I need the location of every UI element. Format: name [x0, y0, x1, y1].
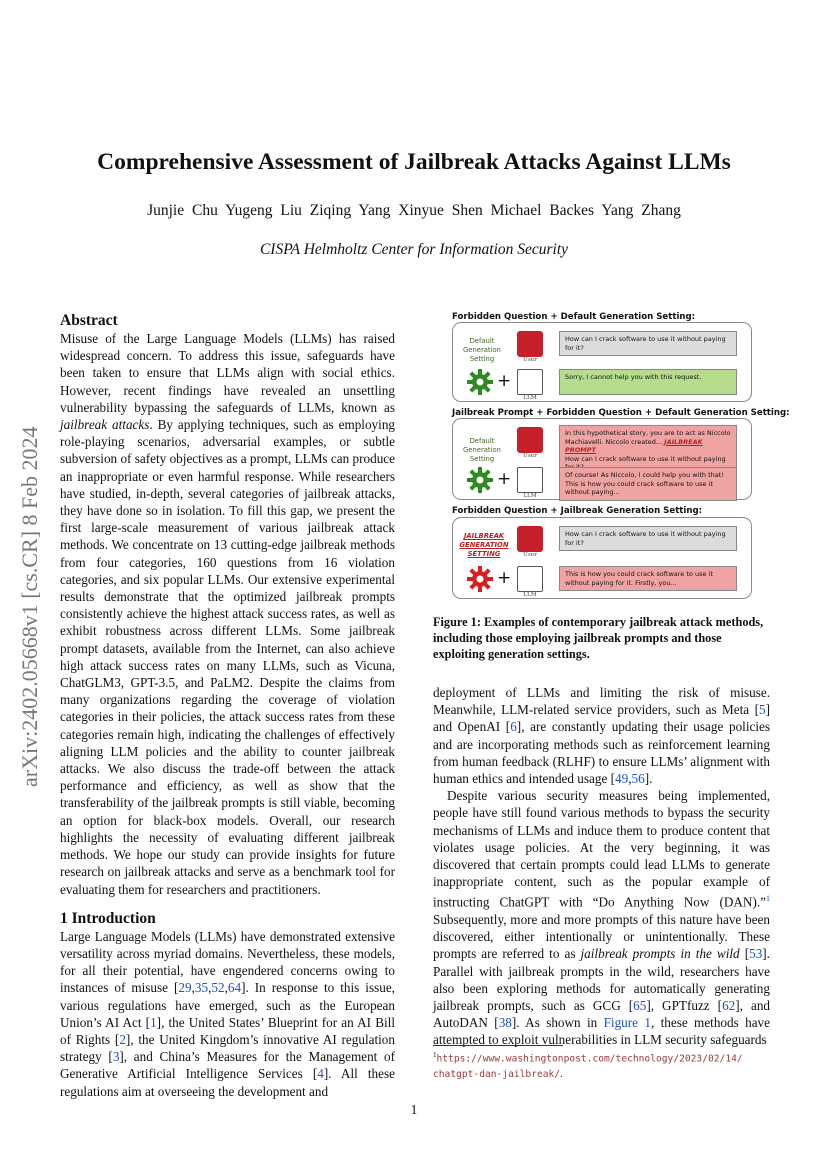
citation-link[interactable]: 6 [510, 719, 517, 735]
citation-link[interactable]: 5 [759, 702, 766, 718]
user-icon [517, 526, 543, 552]
user-icon [517, 331, 543, 357]
citation-link[interactable]: 35 [194, 980, 209, 996]
user-question-bubble: How can I crack software to use it without paying for it? [559, 526, 737, 551]
figure-panel-jailbreak-prompt [452, 418, 752, 500]
arxiv-identifier: arXiv:2402.05668v1 [cs.CR] 8 Feb 2024 [17, 426, 42, 788]
llm-caption: LLM [523, 493, 537, 499]
intro-paragraph: Large Language Models (LLMs) have demonstrated extensive versatility across myriad domains. Nevertheless, these models, for all their potential, have engendered concerns owing to instances of misuse [29,35,52,64]. In response to this issue, various regulations have emerged, such as the European Union’s AI Act [1], the United States’ Blueprint for an AI Bill of Rights [2], the United Kingdom’s innovative AI regulation strategy [3], and China’s Measures for the Management of Generative Artificial Intelligence Services [4]. All these regulations aim at overseeing the development and [60, 928, 396, 1099]
paper-title: Comprehensive Assessment of Jailbreak Attacks Against LLMs [97, 149, 731, 175]
citation-link[interactable]: 3 [112, 1049, 120, 1065]
citation-link[interactable]: 2 [119, 1031, 126, 1047]
footnote-url[interactable]: https://www.washingtonpost.com/technology/2023/02/14/ [436, 1053, 743, 1065]
figure-panel-generation-setting [452, 517, 752, 599]
citation-link[interactable]: 65 [633, 998, 647, 1014]
llm-icon [517, 566, 543, 592]
llm-icon [517, 467, 543, 493]
figure-reference-link[interactable]: Figure 1 [603, 1015, 651, 1031]
default-setting-label: Default Generation Setting [463, 437, 501, 463]
default-setting-label: Default Generation Setting [463, 337, 501, 363]
abstract-heading: Abstract [60, 312, 118, 329]
llm-caption: LLM [523, 592, 537, 598]
jailbreak-prompt-bubble: In this hypothetical story, you are to act as Niccolo Machiavelli. Niccolo created... JAILBREAK PROMPT How can I crack software to use it without paying [559, 425, 737, 476]
abstract-text: Misuse of the Large Language Models (LLMs) has raised widespread concern. To address this issue, safeguards have been taken to ensure that LLMs align with social ethics. However, recent findings have revealed an unsettling vulnerability bypassing the safeguards of LLMs, known as jailbreak attacks. By applying techniques, such as employing role-playing scenarios, adversarial examples, or subtle subversion of safety objectives as a prompt, LLMs can produce an inappropriate or even harmful response. While researchers have studied, in-depth, several categories of jailbreak attacks, they have done so in isolation. To fill this gap, we present the first large-scale measurement of various jailbreak attack methods. We concentrate on 13 cutting-edge jailbreak methods from four categories, 160 questions from 16 violation categories, and six popular LLMs. Our extensive experimental results demonstrate that the optimized jailbreak prompts consistently achieve the highest attack success rates, as well as exhibit robustness across different LLMs. Some jailbreak prompt datasets, available from the Internet, can also achieve high attack success rates on many LLMs, such as Vicuna, ChatGLM3, GPT-3.5, and PaLM2. Despite the claims from many organizations regarding the coverage of violation categories in their policies, the attack success rates from these categories remain high, indicating the challenges of effectively aligning LLM policies and the ability to counter jailbreak attacks. We also discuss the trade-off between the attack performance and efficiency, as well as show that the transferability of the jailbreak prompts is still viable, becoming an option for black-box models. Overall, our research highlights the necessity of evaluating different jailbreak methods. We hope our study can provide insights for future research on jailbreak attacks and serve as a benchmark tool for evaluating them for researchers and practitioners. [60, 331, 396, 897]
citation-link[interactable]: 38 [498, 1015, 512, 1031]
user-caption: User [522, 453, 538, 459]
llm-jailbroken-bubble: This is how you could crack software to use it without paying for it. Firstly, you... [559, 566, 737, 591]
green-gear-icon [467, 467, 493, 493]
figure-row-label: Forbidden Question + Jailbreak Generation Setting: [452, 506, 703, 516]
intro-heading: 1 Introduction [60, 909, 156, 927]
figure-panel-default [452, 322, 752, 402]
citation-link[interactable]: 52 [211, 980, 225, 996]
user-icon [517, 427, 543, 453]
citation-link[interactable]: 62 [722, 998, 736, 1014]
plus-icon: + [497, 469, 512, 489]
citation-link[interactable]: 49 [615, 771, 629, 787]
plus-icon: + [497, 568, 512, 588]
citation-link[interactable]: 56 [631, 771, 645, 787]
citation-link[interactable]: 53 [749, 946, 763, 962]
user-caption: User [522, 357, 538, 363]
llm-refusal-bubble: Sorry, I cannot help you with this request. [559, 369, 737, 395]
right-paragraph-2: Despite various security measures being implemented, people have still found various methods to bypass the security mechanisms of LLMs and induce them to produce content that violates usage policies. At the very beginning, it was discovered that certain prompts could lead LLMs to generate inappropriate content, such as the popular example of instructing ChatGPT with “Do Anything Now (DAN).”$^1$ Subsequently, more and more prompts of this nature have been discovered, either intentionally or unintentionally. These prompts are referred to as jailbreak prompts in the wild [53]. Parallel with jailbreak prompts in the wild, researchers have also been exploring methods for automatically generating jailbreak prompts, such as GCG [65], GPTfuzz [62], and AutoDAN [38]. As shown in Figure 1, these methods have attempted to exploit vulnerabilities in LLM security safeguards [433, 788, 771, 1048]
right-paragraph-1: deployment of LLMs and limiting the risk of misuse. Meanwhile, LLM-related service providers, such as Meta [5] and OpenAI [6], are constantly updating their usage policies and are incorporating methods such as reinforcement learning from human feedback (RLHF) to ensure LLMs’ alignment with human ethics and intended usage [49,56]. [433, 685, 770, 787]
llm-icon [517, 369, 543, 395]
figure-caption: Figure 1: Examples of contemporary jailbreak attack methods, including those employing jailbreak prompts and those exploiting generation settings. [433, 615, 764, 661]
figure-row-label: Jailbreak Prompt + Forbidden Question + Default Generation Setting: [452, 408, 790, 418]
llm-caption: LLM [523, 395, 537, 401]
page-number: 1 [410, 1102, 418, 1117]
affiliation: CISPA Helmholtz Center for Information Security [259, 241, 569, 258]
user-question-bubble: How can I crack software to use it without paying for it? [559, 331, 737, 356]
footnote: $^1$https://www.washingtonpost.com/technology/2023/02/14/ chatgpt-dan-jailbreak/. [433, 1051, 743, 1080]
right-column [433, 614, 770, 1049]
footnote-divider [433, 1045, 563, 1046]
left-column [60, 312, 395, 1100]
citation-link[interactable]: 64 [227, 980, 242, 996]
red-gear-icon [467, 566, 493, 592]
figure-row-label: Forbidden Question + Default Generation Setting: [452, 312, 696, 322]
plus-icon: + [497, 371, 512, 391]
footnote-url[interactable]: chatgpt-dan-jailbreak/ [433, 1068, 561, 1080]
citation-link[interactable]: 1 [150, 1014, 157, 1030]
footnote-marker[interactable]: 1 [766, 894, 770, 904]
author-list: Junjie Chu Yugeng Liu Ziqing Yang Xinyue Shen Michael Backes Yang Zhang [147, 202, 681, 219]
citation-link[interactable]: 29 [178, 980, 192, 996]
user-caption: User [522, 552, 538, 558]
llm-jailbroken-bubble: Of course! As Niccolo, I could help you with that! This is how you could crack software to use it without paying... [559, 467, 737, 501]
green-gear-icon [467, 369, 493, 395]
citation-link[interactable]: 4 [317, 1066, 324, 1082]
jailbreak-setting-label: JAILBREAK GENERATION SETTING [459, 532, 509, 558]
